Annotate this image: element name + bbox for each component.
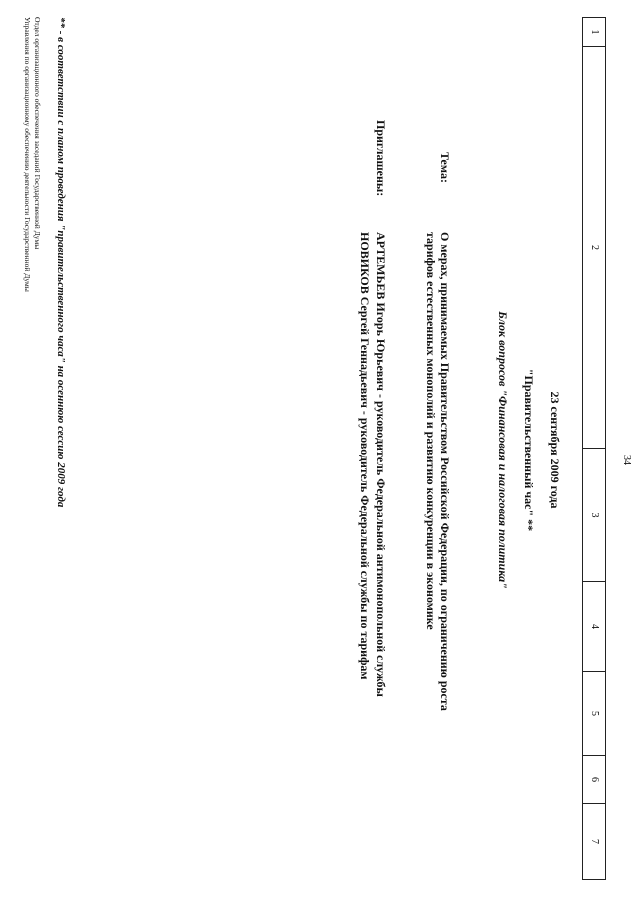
column-number: 4 bbox=[583, 581, 605, 671]
footer-line: Управления по организационному обеспечению деятельности Государственной Думы bbox=[23, 17, 32, 292]
column-number: 7 bbox=[583, 803, 605, 879]
column-number: 1 bbox=[589, 29, 600, 35]
column-number: 6 bbox=[583, 755, 605, 803]
column-number: 3 bbox=[583, 448, 605, 581]
session-title: "Правительственный час" ** bbox=[522, 368, 536, 532]
topic-label: Тема: bbox=[438, 152, 452, 183]
invited-label: Приглашены: bbox=[374, 120, 388, 197]
invited-person: АРТЕМЬЕВ Игорь Юрьевич - руководитель Федеральной антимонопольной службы bbox=[374, 232, 388, 697]
page-number: 34 bbox=[621, 455, 632, 465]
block-title: Блок вопросов "Финансовая и налоговая политика" bbox=[496, 311, 510, 589]
topic-text: О мерах, принимаемых Правительством Российской Федерации, по ограничению роста тарифов естественных монополий и развитию конкуренции в экономике bbox=[424, 232, 452, 711]
session-date: 23 сентября 2009 года bbox=[548, 391, 562, 509]
column-number-strip bbox=[582, 17, 606, 880]
column-number: 5 bbox=[583, 671, 605, 755]
footer-line: Отдел организационного обеспечения заседаний Государственной Думы bbox=[33, 17, 42, 250]
column-number: 2 bbox=[583, 46, 605, 448]
footnote: ** - в соответствии с планом проведения "правительственного часа" на осеннюю сессию 2009 года bbox=[55, 17, 67, 508]
invited-person: НОВИКОВ Сергей Геннадьевич - руководитель Федеральной службы по тарифам bbox=[358, 232, 372, 680]
